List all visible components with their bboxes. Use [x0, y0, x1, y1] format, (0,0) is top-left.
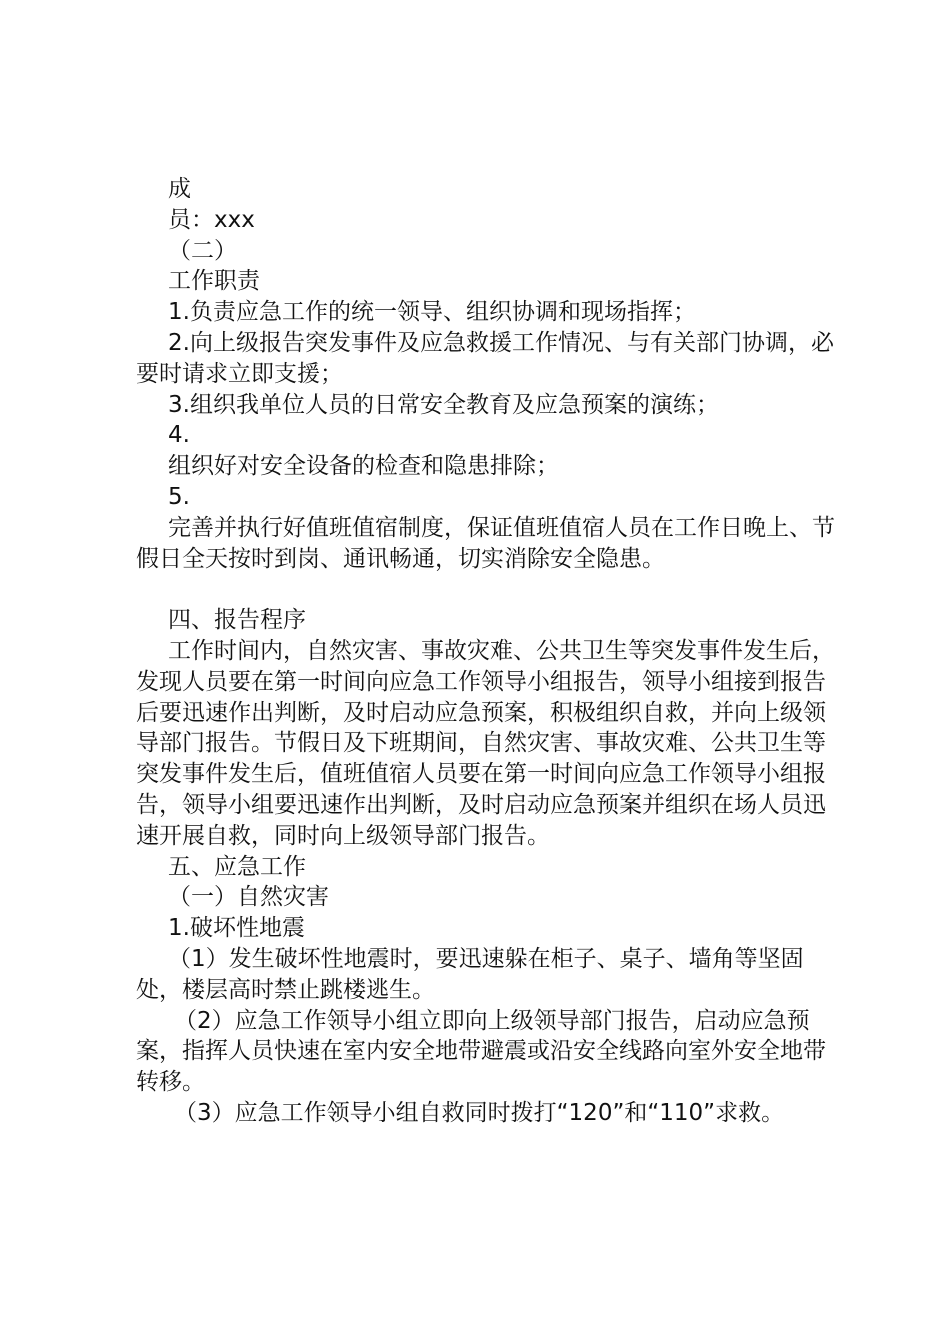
subheading-two: （二）: [168, 237, 237, 264]
line-cheng: 成: [168, 176, 191, 202]
line-members: 员：xxx: [168, 206, 255, 233]
duty-item-2: 2.向上级报告突发事件及应急救援工作情况、与有关部门协调，必要时请求立即支援；: [136, 329, 834, 387]
document-body: [136, 174, 836, 1129]
duty-item-4-text: 组织好对安全设备的检查和隐患排除；: [168, 453, 559, 480]
earthquake-step-2: （2）应急工作领导小组立即向上级领导部门报告，启动应急预案，指挥人员快速在室内安全地带避震或沿安全线路向室外安全地带转移。: [136, 1007, 826, 1096]
section-5-title: 五、应急工作: [168, 853, 306, 880]
heading-duties: 工作职责: [168, 268, 260, 295]
duty-item-5-text: 完善并执行好值班值宿制度，保证值班值宿人员在工作日晚上、节假日全天按时到岗、通讯畅通，切实消除安全隐患。: [136, 514, 835, 572]
item-earthquake: 1.破坏性地震: [168, 915, 305, 942]
earthquake-step-3: （3）应急工作领导小组自救同时拨打“120”和“110”求救。: [174, 1099, 785, 1126]
earthquake-step-1: （1）发生破坏性地震时，要迅速躲在柜子、桌子、墙角等坚固处，楼层高时禁止跳楼逃生。: [136, 945, 804, 1003]
duty-item-3: 3.组织我单位人员的日常安全教育及应急预案的演练；: [168, 391, 719, 418]
duty-item-4-number: 4.: [168, 422, 190, 449]
section-4-title: 四、报告程序: [168, 607, 306, 634]
duty-item-5-number: 5.: [168, 483, 190, 510]
duty-item-1: 1.负责应急工作的统一领导、组织协调和现场指挥；: [168, 299, 696, 326]
subsection-natural-disaster: （一）自然灾害: [168, 884, 329, 911]
paragraph-gap: [136, 574, 836, 605]
section-4-body: 工作时间内，自然灾害、事故灾难、公共卫生等突发事件发生后，发现人员要在第一时间向应急工作领导小组报告，领导小组接到报告后要迅速作出判断，及时启动应急预案，积极组织自救，并向上级领导部门报告。节假日及下班期间，自然灾害、事故灾难、公共卫生等突发事件发生后，值班值宿人员要在第一时间向应急工作领导小组报告，领导小组要迅速作出判断，及时启动应急预案并组织在场人员迅速开展自救，同时向上级领导部门报告。: [136, 637, 835, 849]
